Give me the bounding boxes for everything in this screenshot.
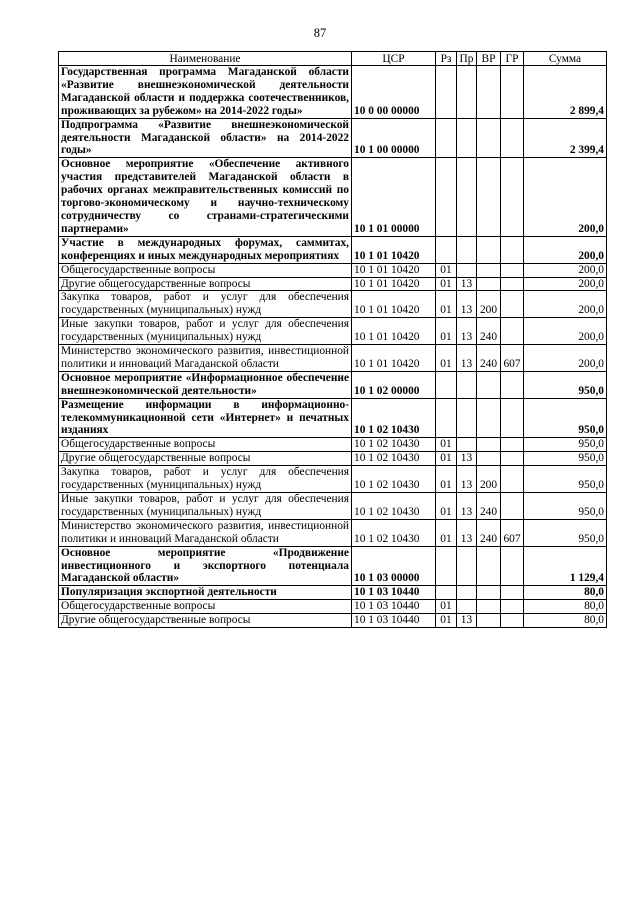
cell-name: Другие общегосударственные вопросы <box>59 452 352 466</box>
cell-csr: 10 1 02 00000 <box>352 371 436 398</box>
cell-rz: 01 <box>436 291 457 318</box>
cell-csr: 10 1 03 10440 <box>352 614 436 628</box>
budget-table <box>58 51 607 628</box>
cell-gr <box>501 586 524 600</box>
cell-vr <box>477 158 501 236</box>
cell-pr <box>457 398 477 438</box>
cell-rz: 01 <box>436 263 457 277</box>
table-row <box>59 158 607 236</box>
cell-pr: 13 <box>457 452 477 466</box>
cell-name: Размещение информации в информационно-телекоммуникационной сети «Интернет» и печатных изданиях <box>59 398 352 438</box>
cell-pr: 13 <box>457 614 477 628</box>
table-row <box>59 452 607 466</box>
cell-gr <box>501 614 524 628</box>
cell-csr: 10 1 01 10420 <box>352 263 436 277</box>
cell-name: Министерство экономического развития, инвестиционной политики и инноваций Магаданской области <box>59 345 352 372</box>
cell-vr <box>477 118 501 158</box>
cell-csr: 10 1 02 10430 <box>352 438 436 452</box>
cell-gr <box>501 398 524 438</box>
cell-name: Закупка товаров, работ и услуг для обеспечения государственных (муниципальных) нужд <box>59 291 352 318</box>
cell-pr: 13 <box>457 519 477 546</box>
cell-gr <box>501 158 524 236</box>
cell-gr <box>501 66 524 119</box>
cell-gr <box>501 236 524 263</box>
cell-sum: 2 399,4 <box>524 118 607 158</box>
table-row <box>59 291 607 318</box>
cell-csr: 10 0 00 00000 <box>352 66 436 119</box>
cell-sum: 200,0 <box>524 345 607 372</box>
table-row <box>59 398 607 438</box>
cell-csr: 10 1 01 10420 <box>352 277 436 291</box>
cell-rz <box>436 546 457 586</box>
cell-rz: 01 <box>436 277 457 291</box>
cell-rz <box>436 158 457 236</box>
cell-vr <box>477 586 501 600</box>
cell-pr <box>457 66 477 119</box>
page-number: 87 <box>313 26 327 40</box>
header-vr: ВР <box>477 52 501 66</box>
cell-sum: 950,0 <box>524 398 607 438</box>
cell-name: Иные закупки товаров, работ и услуг для обеспечения государственных (муниципальных) нужд <box>59 318 352 345</box>
cell-sum: 950,0 <box>524 466 607 493</box>
cell-gr <box>501 493 524 520</box>
cell-vr <box>477 398 501 438</box>
cell-rz: 01 <box>436 493 457 520</box>
cell-name: Основное мероприятие «Информационное обеспечение внешнеэкономической деятельности» <box>59 371 352 398</box>
cell-gr <box>501 118 524 158</box>
cell-csr: 10 1 01 10420 <box>352 345 436 372</box>
cell-csr: 10 1 02 10430 <box>352 452 436 466</box>
cell-vr <box>477 277 501 291</box>
cell-sum: 950,0 <box>524 493 607 520</box>
cell-rz: 01 <box>436 614 457 628</box>
cell-rz: 01 <box>436 438 457 452</box>
cell-sum: 80,0 <box>524 586 607 600</box>
table-row <box>59 66 607 119</box>
cell-pr <box>457 586 477 600</box>
cell-rz <box>436 586 457 600</box>
table-row <box>59 519 607 546</box>
cell-csr: 10 1 01 10420 <box>352 236 436 263</box>
cell-name: Иные закупки товаров, работ и услуг для обеспечения государственных (муниципальных) нужд <box>59 493 352 520</box>
cell-pr <box>457 118 477 158</box>
cell-pr: 13 <box>457 345 477 372</box>
cell-pr <box>457 263 477 277</box>
cell-name: Участие в международных форумах, саммитах, конференциях и иных международных мероприятиях <box>59 236 352 263</box>
cell-pr: 13 <box>457 277 477 291</box>
cell-csr: 10 1 02 10430 <box>352 493 436 520</box>
cell-sum: 2 899,4 <box>524 66 607 119</box>
cell-sum: 1 129,4 <box>524 546 607 586</box>
table-row <box>59 493 607 520</box>
cell-pr <box>457 236 477 263</box>
cell-sum: 200,0 <box>524 318 607 345</box>
cell-vr: 240 <box>477 345 501 372</box>
cell-rz: 01 <box>436 519 457 546</box>
cell-gr <box>501 466 524 493</box>
cell-sum: 200,0 <box>524 277 607 291</box>
table-row <box>59 614 607 628</box>
cell-gr: 607 <box>501 345 524 372</box>
cell-vr: 240 <box>477 519 501 546</box>
cell-vr <box>477 236 501 263</box>
header-rz: Рз <box>436 52 457 66</box>
cell-gr <box>501 452 524 466</box>
cell-sum: 950,0 <box>524 452 607 466</box>
cell-vr: 240 <box>477 318 501 345</box>
cell-vr <box>477 371 501 398</box>
cell-vr <box>477 452 501 466</box>
table-row <box>59 277 607 291</box>
cell-vr <box>477 614 501 628</box>
cell-vr: 240 <box>477 493 501 520</box>
table-body <box>59 66 607 628</box>
cell-pr: 13 <box>457 493 477 520</box>
table-row <box>59 600 607 614</box>
header-row <box>59 52 607 66</box>
cell-pr <box>457 438 477 452</box>
cell-pr <box>457 371 477 398</box>
table-row <box>59 371 607 398</box>
cell-sum: 80,0 <box>524 614 607 628</box>
cell-gr <box>501 291 524 318</box>
table-row <box>59 318 607 345</box>
cell-vr: 200 <box>477 291 501 318</box>
table-row <box>59 438 607 452</box>
cell-vr <box>477 263 501 277</box>
cell-pr <box>457 546 477 586</box>
cell-csr: 10 1 02 10430 <box>352 398 436 438</box>
cell-csr: 10 1 03 10440 <box>352 600 436 614</box>
header-pr: Пр <box>457 52 477 66</box>
cell-name: Закупка товаров, работ и услуг для обеспечения государственных (муниципальных) нужд <box>59 466 352 493</box>
cell-csr: 10 1 02 10430 <box>352 519 436 546</box>
table-row <box>59 586 607 600</box>
cell-name: Популяризация экспортной деятельности <box>59 586 352 600</box>
cell-gr <box>501 600 524 614</box>
cell-gr: 607 <box>501 519 524 546</box>
table-row <box>59 345 607 372</box>
cell-sum: 950,0 <box>524 371 607 398</box>
cell-rz: 01 <box>436 466 457 493</box>
cell-gr <box>501 546 524 586</box>
cell-sum: 80,0 <box>524 600 607 614</box>
header-csr: ЦСР <box>352 52 436 66</box>
cell-sum: 200,0 <box>524 291 607 318</box>
cell-pr: 13 <box>457 291 477 318</box>
cell-rz: 01 <box>436 452 457 466</box>
cell-vr <box>477 546 501 586</box>
cell-vr <box>477 438 501 452</box>
table-row <box>59 236 607 263</box>
cell-vr <box>477 66 501 119</box>
cell-name: Основное мероприятие «Продвижение инвестиционного и экспортного потенциала Магаданской области» <box>59 546 352 586</box>
cell-rz <box>436 236 457 263</box>
cell-vr: 200 <box>477 466 501 493</box>
cell-vr <box>477 600 501 614</box>
table-row <box>59 118 607 158</box>
cell-csr: 10 1 01 10420 <box>352 291 436 318</box>
cell-gr <box>501 263 524 277</box>
cell-sum: 200,0 <box>524 158 607 236</box>
cell-name: Министерство экономического развития, инвестиционной политики и инноваций Магаданской области <box>59 519 352 546</box>
cell-name: Другие общегосударственные вопросы <box>59 614 352 628</box>
cell-csr: 10 1 01 10420 <box>352 318 436 345</box>
cell-pr: 13 <box>457 318 477 345</box>
cell-gr <box>501 371 524 398</box>
cell-rz <box>436 118 457 158</box>
cell-gr <box>501 318 524 345</box>
cell-rz: 01 <box>436 318 457 345</box>
table-row <box>59 546 607 586</box>
header-name: Наименование <box>59 52 352 66</box>
cell-rz <box>436 398 457 438</box>
cell-name: Другие общегосударственные вопросы <box>59 277 352 291</box>
cell-sum: 200,0 <box>524 236 607 263</box>
table-row <box>59 263 607 277</box>
cell-csr: 10 1 01 00000 <box>352 158 436 236</box>
cell-name: Общегосударственные вопросы <box>59 600 352 614</box>
cell-name: Государственная программа Магаданской области «Развитие внешнеэкономической деятельности Магаданской области и поддержка соотечественников, проживающих за рубежом» на 2014-2022 годы» <box>59 66 352 119</box>
cell-gr <box>501 277 524 291</box>
cell-pr <box>457 158 477 236</box>
cell-csr: 10 1 03 10440 <box>352 586 436 600</box>
cell-name: Подпрограмма «Развитие внешнеэкономической деятельности Магаданской области» на 2014-2022 годы» <box>59 118 352 158</box>
cell-sum: 200,0 <box>524 263 607 277</box>
table-row <box>59 466 607 493</box>
cell-rz: 01 <box>436 600 457 614</box>
cell-sum: 950,0 <box>524 519 607 546</box>
cell-rz <box>436 66 457 119</box>
cell-name: Основное мероприятие «Обеспечение активного участия представителей Магаданской области в рабочих органах межправительственных комиссий по торгово-экономическому и научно-техническому сотрудничеству со странами-стратегическими партнерами» <box>59 158 352 236</box>
cell-csr: 10 1 00 00000 <box>352 118 436 158</box>
cell-rz: 01 <box>436 345 457 372</box>
cell-csr: 10 1 03 00000 <box>352 546 436 586</box>
cell-gr <box>501 438 524 452</box>
cell-csr: 10 1 02 10430 <box>352 466 436 493</box>
cell-name: Общегосударственные вопросы <box>59 263 352 277</box>
cell-rz <box>436 371 457 398</box>
cell-sum: 950,0 <box>524 438 607 452</box>
header-gr: ГР <box>501 52 524 66</box>
cell-name: Общегосударственные вопросы <box>59 438 352 452</box>
cell-pr <box>457 600 477 614</box>
header-sum: Сумма <box>524 52 607 66</box>
cell-pr: 13 <box>457 466 477 493</box>
